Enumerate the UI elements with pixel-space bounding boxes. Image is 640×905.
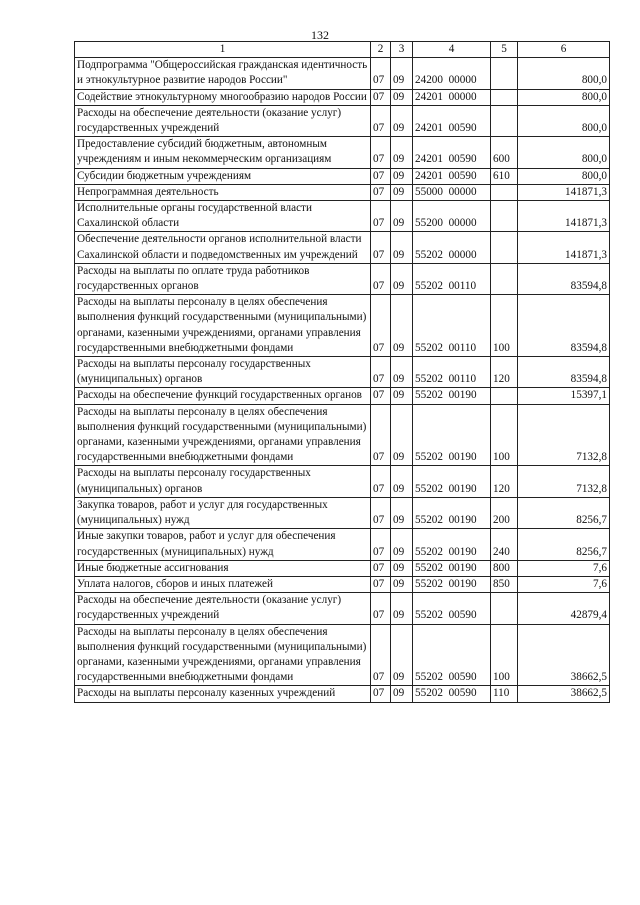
row-target-article-cell: 55202 00190 <box>413 388 491 404</box>
table-row <box>75 466 610 497</box>
row-subsection-cell: 09 <box>391 89 413 105</box>
column-header-subsection: 3 <box>391 42 413 58</box>
row-name-cell: Расходы на обеспечение деятельности (оказание услуг) государственных учреждений <box>75 593 371 624</box>
row-expense-type-cell <box>491 263 518 294</box>
row-target-article-cell: 55200 00000 <box>413 201 491 232</box>
row-expense-type-cell <box>491 232 518 263</box>
row-amount-cell: 38662,5 <box>518 686 610 702</box>
row-subsection-cell: 09 <box>391 357 413 388</box>
table-row <box>75 89 610 105</box>
row-name-cell: Расходы на выплаты персоналу в целях обеспечения выполнения функций государственными (муниципальными) органами, казенными учреждениями, органами управления государственными внебюджетными фондами <box>75 295 371 357</box>
row-amount-cell: 7132,8 <box>518 466 610 497</box>
table-row <box>75 686 610 702</box>
row-expense-type-cell <box>491 58 518 89</box>
row-expense-type-cell: 100 <box>491 295 518 357</box>
table-row <box>75 404 610 466</box>
row-expense-type-cell: 200 <box>491 497 518 528</box>
row-amount-cell: 7132,8 <box>518 404 610 466</box>
row-amount-cell: 38662,5 <box>518 624 610 686</box>
row-name-cell: Обеспечение деятельности органов исполнительной власти Сахалинской области и подведомственных им учреждений <box>75 232 371 263</box>
row-name-cell: Расходы на выплаты персоналу государственных (муниципальных) органов <box>75 466 371 497</box>
table-row <box>75 184 610 200</box>
row-subsection-cell: 09 <box>391 137 413 168</box>
row-expense-type-cell <box>491 201 518 232</box>
row-section-cell: 07 <box>371 137 391 168</box>
row-subsection-cell: 09 <box>391 529 413 560</box>
row-section-cell: 07 <box>371 357 391 388</box>
row-target-article-cell: 24201 00590 <box>413 105 491 136</box>
row-subsection-cell: 09 <box>391 576 413 592</box>
column-header-section: 2 <box>371 42 391 58</box>
row-expense-type-cell: 100 <box>491 404 518 466</box>
row-expense-type-cell: 610 <box>491 168 518 184</box>
row-amount-cell: 15397,1 <box>518 388 610 404</box>
row-expense-type-cell: 800 <box>491 560 518 576</box>
row-expense-type-cell <box>491 105 518 136</box>
table-row <box>75 295 610 357</box>
row-amount-cell: 8256,7 <box>518 529 610 560</box>
row-target-article-cell: 55202 00110 <box>413 263 491 294</box>
row-name-cell: Предоставление субсидий бюджетным, автономным учреждениям и иным некоммерческим организациям <box>75 137 371 168</box>
row-section-cell: 07 <box>371 388 391 404</box>
row-subsection-cell: 09 <box>391 624 413 686</box>
row-section-cell: 07 <box>371 105 391 136</box>
row-target-article-cell: 24201 00000 <box>413 89 491 105</box>
row-section-cell: 07 <box>371 624 391 686</box>
row-target-article-cell: 55202 00190 <box>413 529 491 560</box>
table-row <box>75 576 610 592</box>
row-subsection-cell: 09 <box>391 201 413 232</box>
table-row <box>75 497 610 528</box>
row-target-article-cell: 55202 00590 <box>413 593 491 624</box>
row-target-article-cell: 55202 00190 <box>413 404 491 466</box>
row-subsection-cell: 09 <box>391 593 413 624</box>
row-target-article-cell: 55202 00110 <box>413 357 491 388</box>
row-section-cell: 07 <box>371 201 391 232</box>
row-target-article-cell: 55202 00590 <box>413 624 491 686</box>
table-row <box>75 593 610 624</box>
table-row <box>75 58 610 89</box>
row-amount-cell: 800,0 <box>518 89 610 105</box>
row-target-article-cell: 55202 00190 <box>413 466 491 497</box>
row-section-cell: 07 <box>371 184 391 200</box>
row-amount-cell: 83594,8 <box>518 357 610 388</box>
row-subsection-cell: 09 <box>391 388 413 404</box>
row-name-cell: Субсидии бюджетным учреждениям <box>75 168 371 184</box>
budget-table <box>74 41 610 703</box>
row-expense-type-cell <box>491 593 518 624</box>
row-name-cell: Расходы на выплаты по оплате труда работников государственных органов <box>75 263 371 294</box>
row-name-cell: Иные бюджетные ассигнования <box>75 560 371 576</box>
row-expense-type-cell <box>491 89 518 105</box>
row-section-cell: 07 <box>371 576 391 592</box>
row-amount-cell: 83594,8 <box>518 295 610 357</box>
row-section-cell: 07 <box>371 560 391 576</box>
row-subsection-cell: 09 <box>391 184 413 200</box>
row-name-cell: Расходы на обеспечение функций государственных органов <box>75 388 371 404</box>
column-header-name: 1 <box>75 42 371 58</box>
row-name-cell: Расходы на выплаты персоналу в целях обеспечения выполнения функций государственными (муниципальными) органами, казенными учреждениями, органами управления государственными внебюджетными фондами <box>75 404 371 466</box>
row-amount-cell: 800,0 <box>518 168 610 184</box>
row-amount-cell: 141871,3 <box>518 232 610 263</box>
row-amount-cell: 8256,7 <box>518 497 610 528</box>
row-section-cell: 07 <box>371 529 391 560</box>
row-section-cell: 07 <box>371 404 391 466</box>
row-target-article-cell: 24201 00590 <box>413 168 491 184</box>
header-row <box>75 42 610 58</box>
row-target-article-cell: 24201 00590 <box>413 137 491 168</box>
row-target-article-cell: 55202 00190 <box>413 576 491 592</box>
row-subsection-cell: 09 <box>391 105 413 136</box>
table-row <box>75 560 610 576</box>
row-section-cell: 07 <box>371 58 391 89</box>
row-expense-type-cell: 110 <box>491 686 518 702</box>
row-name-cell: Расходы на выплаты персоналу государственных (муниципальных) органов <box>75 357 371 388</box>
row-name-cell: Иные закупки товаров, работ и услуг для обеспечения государственных (муниципальных) нужд <box>75 529 371 560</box>
row-subsection-cell: 09 <box>391 232 413 263</box>
row-name-cell: Подпрограмма "Общероссийская гражданская идентичность и этнокультурное развитие народов России" <box>75 58 371 89</box>
row-name-cell: Исполнительные органы государственной власти Сахалинской области <box>75 201 371 232</box>
table-row <box>75 201 610 232</box>
row-target-article-cell: 55202 00000 <box>413 232 491 263</box>
table-row <box>75 137 610 168</box>
row-section-cell: 07 <box>371 232 391 263</box>
row-expense-type-cell: 600 <box>491 137 518 168</box>
row-subsection-cell: 09 <box>391 404 413 466</box>
row-expense-type-cell <box>491 184 518 200</box>
row-amount-cell: 7,6 <box>518 560 610 576</box>
row-subsection-cell: 09 <box>391 295 413 357</box>
table-row <box>75 529 610 560</box>
row-amount-cell: 141871,3 <box>518 184 610 200</box>
table-row <box>75 357 610 388</box>
row-section-cell: 07 <box>371 497 391 528</box>
row-expense-type-cell: 850 <box>491 576 518 592</box>
row-name-cell: Расходы на выплаты персоналу казенных учреждений <box>75 686 371 702</box>
table-row <box>75 105 610 136</box>
row-name-cell: Содействие этнокультурному многообразию народов России <box>75 89 371 105</box>
row-subsection-cell: 09 <box>391 686 413 702</box>
column-header-amount: 6 <box>518 42 610 58</box>
row-expense-type-cell: 120 <box>491 357 518 388</box>
row-section-cell: 07 <box>371 593 391 624</box>
table-row <box>75 232 610 263</box>
row-expense-type-cell: 120 <box>491 466 518 497</box>
row-subsection-cell: 09 <box>391 263 413 294</box>
row-subsection-cell: 09 <box>391 497 413 528</box>
row-section-cell: 07 <box>371 466 391 497</box>
row-target-article-cell: 24200 00000 <box>413 58 491 89</box>
page-number: 132 <box>311 28 329 42</box>
row-amount-cell: 42879,4 <box>518 593 610 624</box>
row-expense-type-cell <box>491 388 518 404</box>
row-expense-type-cell: 240 <box>491 529 518 560</box>
row-expense-type-cell: 100 <box>491 624 518 686</box>
table-row <box>75 388 610 404</box>
row-amount-cell: 141871,3 <box>518 201 610 232</box>
row-section-cell: 07 <box>371 89 391 105</box>
row-target-article-cell: 55202 00110 <box>413 295 491 357</box>
row-name-cell: Расходы на выплаты персоналу в целях обеспечения выполнения функций государственными (муниципальными) органами, казенными учреждениями, органами управления государственными внебюджетными фондами <box>75 624 371 686</box>
row-subsection-cell: 09 <box>391 58 413 89</box>
row-amount-cell: 800,0 <box>518 105 610 136</box>
row-amount-cell: 7,6 <box>518 576 610 592</box>
row-target-article-cell: 55202 00190 <box>413 497 491 528</box>
column-header-target-article: 4 <box>413 42 491 58</box>
row-amount-cell: 800,0 <box>518 58 610 89</box>
row-subsection-cell: 09 <box>391 466 413 497</box>
table-row <box>75 263 610 294</box>
row-section-cell: 07 <box>371 263 391 294</box>
row-target-article-cell: 55202 00190 <box>413 560 491 576</box>
row-section-cell: 07 <box>371 295 391 357</box>
column-header-expense-type: 5 <box>491 42 518 58</box>
row-section-cell: 07 <box>371 686 391 702</box>
row-name-cell: Уплата налогов, сборов и иных платежей <box>75 576 371 592</box>
row-name-cell: Непрограммная деятельность <box>75 184 371 200</box>
row-subsection-cell: 09 <box>391 560 413 576</box>
row-subsection-cell: 09 <box>391 168 413 184</box>
table-row <box>75 624 610 686</box>
row-target-article-cell: 55000 00000 <box>413 184 491 200</box>
row-name-cell: Закупка товаров, работ и услуг для государственных (муниципальных) нужд <box>75 497 371 528</box>
row-target-article-cell: 55202 00590 <box>413 686 491 702</box>
row-amount-cell: 83594,8 <box>518 263 610 294</box>
row-section-cell: 07 <box>371 168 391 184</box>
row-name-cell: Расходы на обеспечение деятельности (оказание услуг) государственных учреждений <box>75 105 371 136</box>
row-amount-cell: 800,0 <box>518 137 610 168</box>
table-row <box>75 168 610 184</box>
